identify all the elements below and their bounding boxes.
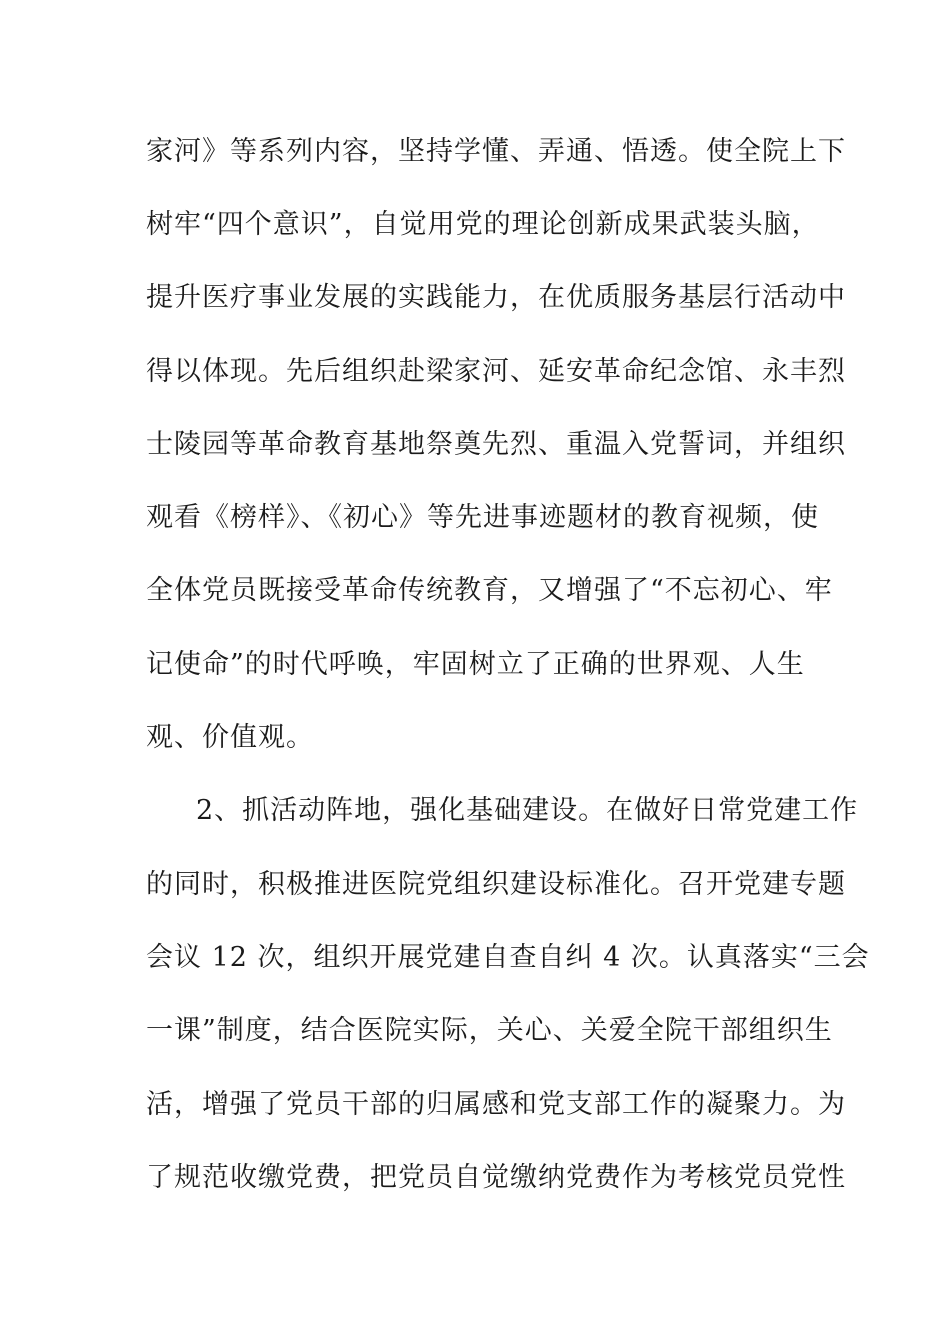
text-line: 观看《榜样》、《初心》等先进事迹题材的教育视频，使 — [146, 502, 819, 533]
text-line: 的同时，积极推进医院党组织建设标准化。召开党建专题 — [146, 869, 846, 900]
text-line: 观、价值观。 — [146, 722, 314, 753]
text-line: 家河》等系列内容，坚持学懂、弄通、悟透。使全院上下 — [146, 136, 846, 167]
text-line: 士陵园等革命教育基地祭奠先烈、重温入党誓词，并组织 — [146, 429, 846, 460]
text-line: 提升医疗事业发展的实践能力，在优质服务基层行活动中 — [146, 282, 846, 313]
text-line: 树牢“四个意识”，自觉用党的理论创新成果武装头脑， — [146, 209, 820, 240]
text-line: 得以体现。先后组织赴梁家河、延安革命纪念馆、永丰烈 — [146, 356, 846, 387]
text-line: 一课”制度，结合医院实际，关心、关爱全院干部组织生 — [146, 1015, 833, 1046]
text-line: 会议 12 次，组织开展党建自查自纠 4 次。认真落实“三会 — [146, 942, 870, 973]
text-line: 活，增强了党员干部的归属感和党支部工作的凝聚力。为 — [146, 1089, 846, 1120]
text-line: 全体党员既接受革命传统教育，又增强了“不忘初心、牢 — [146, 575, 833, 606]
text-line: 了规范收缴党费，把党员自觉缴纳党费作为考核党员党性 — [146, 1162, 846, 1193]
paragraph-start-line: 2、抓活动阵地，强化基础建设。在做好日常党建工作 — [196, 795, 859, 826]
text-line: 记使命”的时代呼唤，牢固树立了正确的世界观、人生 — [146, 649, 805, 680]
